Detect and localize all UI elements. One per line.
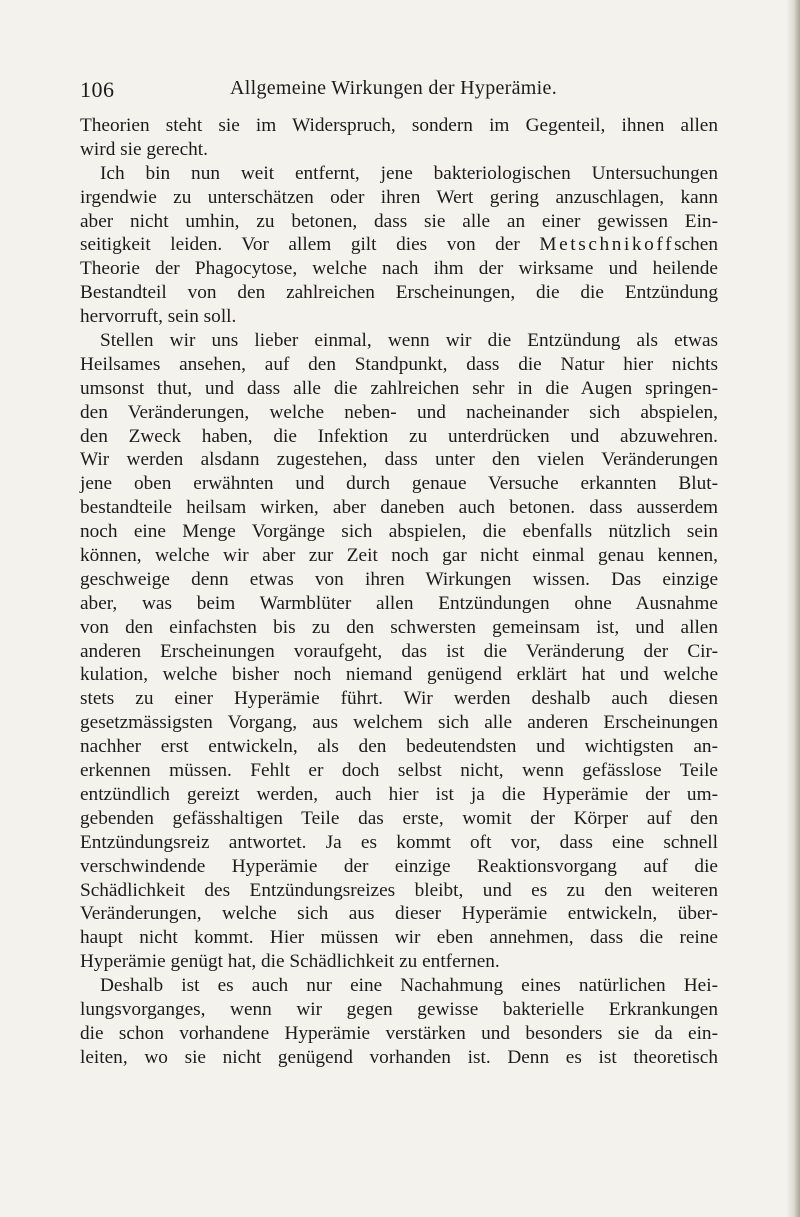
text-line: kulation, welche bisher noch niemand genügend erklärt hat und welche <box>80 664 718 686</box>
text-line: jene oben erwähnten und durch genaue Versuche erkannten Blut- <box>80 473 718 495</box>
text-line: wird sie gerecht. <box>80 138 208 160</box>
running-title: Allgemeine Wirkungen der Hyperämie. <box>230 77 557 99</box>
text-line: den Zweck haben, die Infektion zu unterdrücken und abzuwehren. <box>80 425 718 447</box>
text-line: aber, was beim Warmblüter allen Entzündungen ohne Ausnahme <box>80 592 718 614</box>
text-line: stets zu einer Hyperämie führt. Wir werden deshalb auch diesen <box>80 688 718 710</box>
text-line: hervorruft, sein soll. <box>80 306 237 328</box>
text-line: können, welche wir aber zur Zeit noch gar nicht einmal genau kennen, <box>80 545 718 567</box>
text-line: haupt nicht kommt. Hier müssen wir eben annehmen, dass die reine <box>80 927 718 949</box>
page-edge-shadow <box>786 0 800 1217</box>
body-text <box>80 114 718 1070</box>
text-line: Heilsames ansehen, auf den Standpunkt, dass die Natur hier nichts <box>80 353 718 375</box>
text-line: noch eine Menge Vorgänge sich abspielen, die ebenfalls nützlich sein <box>80 521 718 543</box>
text-line: gebenden gefässhaltigen Teile das erste, womit der Körper auf den <box>80 807 718 829</box>
text-line: anderen Erscheinungen voraufgeht, das ist die Veränderung der Cir- <box>80 640 718 662</box>
text-line: Schädlichkeit des Entzündungsreizes bleibt, und es zu den weiteren <box>80 879 718 901</box>
text-line: von den einfachsten bis zu den schwersten gemeinsam ist, und allen <box>80 616 718 638</box>
text-line: Stellen wir uns lieber einmal, wenn wir die Entzündung als etwas <box>100 330 718 352</box>
text-line: geschweige denn etwas von ihren Wirkungen wissen. Das einzige <box>80 568 718 590</box>
running-header <box>80 77 720 103</box>
text-line: Wir werden alsdann zugestehen, dass unter den vielen Veränderungen <box>80 449 718 471</box>
text-line: umsonst thut, und dass alle die zahlreichen sehr in die Augen springen- <box>80 377 718 399</box>
text-line: Ich bin nun weit entfernt, jene bakteriologischen Untersuchungen <box>100 162 718 184</box>
text-line: aber nicht umhin, zu betonen, dass sie alle an einer gewissen Ein- <box>80 210 718 232</box>
text-line: Theorie der Phagocytose, welche nach ihm der wirksame und heilende <box>80 258 718 280</box>
text-line: bestandteile heilsam wirken, aber daneben auch betonen. dass ausserdem <box>80 497 718 519</box>
page-number: 106 <box>80 77 115 102</box>
text-line: Deshalb ist es auch nur eine Nachahmung eines natürlichen Hei- <box>100 975 718 997</box>
text-line: lungsvorganges, wenn wir gegen gewisse bakterielle Erkrankungen <box>80 998 718 1020</box>
text-line: Entzündungsreiz antwortet. Ja es kommt oft vor, dass eine schnell <box>80 831 718 853</box>
text-line: die schon vorhandene Hyperämie verstärken und besonders sie da ein- <box>80 1022 718 1044</box>
text-line: Veränderungen, welche sich aus dieser Hyperämie entwickeln, über- <box>80 903 718 925</box>
text-line: nachher erst entwickeln, als den bedeutendsten und wichtigsten an- <box>80 736 718 758</box>
text-line: Bestandteil von den zahlreichen Erscheinungen, die die Entzündung <box>80 282 718 304</box>
text-line: leiten, wo sie nicht genügend vorhanden ist. Denn es ist theoretisch <box>80 1046 718 1068</box>
text-line: Hyperämie genügt hat, die Schädlichkeit zu entfernen. <box>80 951 500 973</box>
text-line: verschwindende Hyperämie der einzige Reaktionsvorgang auf die <box>80 855 718 877</box>
text-line: den Veränderungen, welche neben- und nacheinander sich abspielen, <box>80 401 718 423</box>
text-line: seitigkeit leiden. Vor allem gilt dies von der Metschnikoffschen <box>80 234 718 256</box>
text-line: gesetzmässigsten Vorgang, aus welchem sich alle anderen Erscheinungen <box>80 712 718 734</box>
text-line: irgendwie zu unterschätzen oder ihren Wert gering anzuschlagen, kann <box>80 186 718 208</box>
text-line: erkennen müssen. Fehlt er doch selbst nicht, wenn gefässlose Teile <box>80 760 718 782</box>
author-name: Metschnikoff <box>539 234 675 256</box>
text-line: entzündlich gereizt werden, auch hier ist ja die Hyperämie der um- <box>80 783 718 805</box>
text-line: Theorien steht sie im Widerspruch, sondern im Gegenteil, ihnen allen <box>80 115 718 136</box>
